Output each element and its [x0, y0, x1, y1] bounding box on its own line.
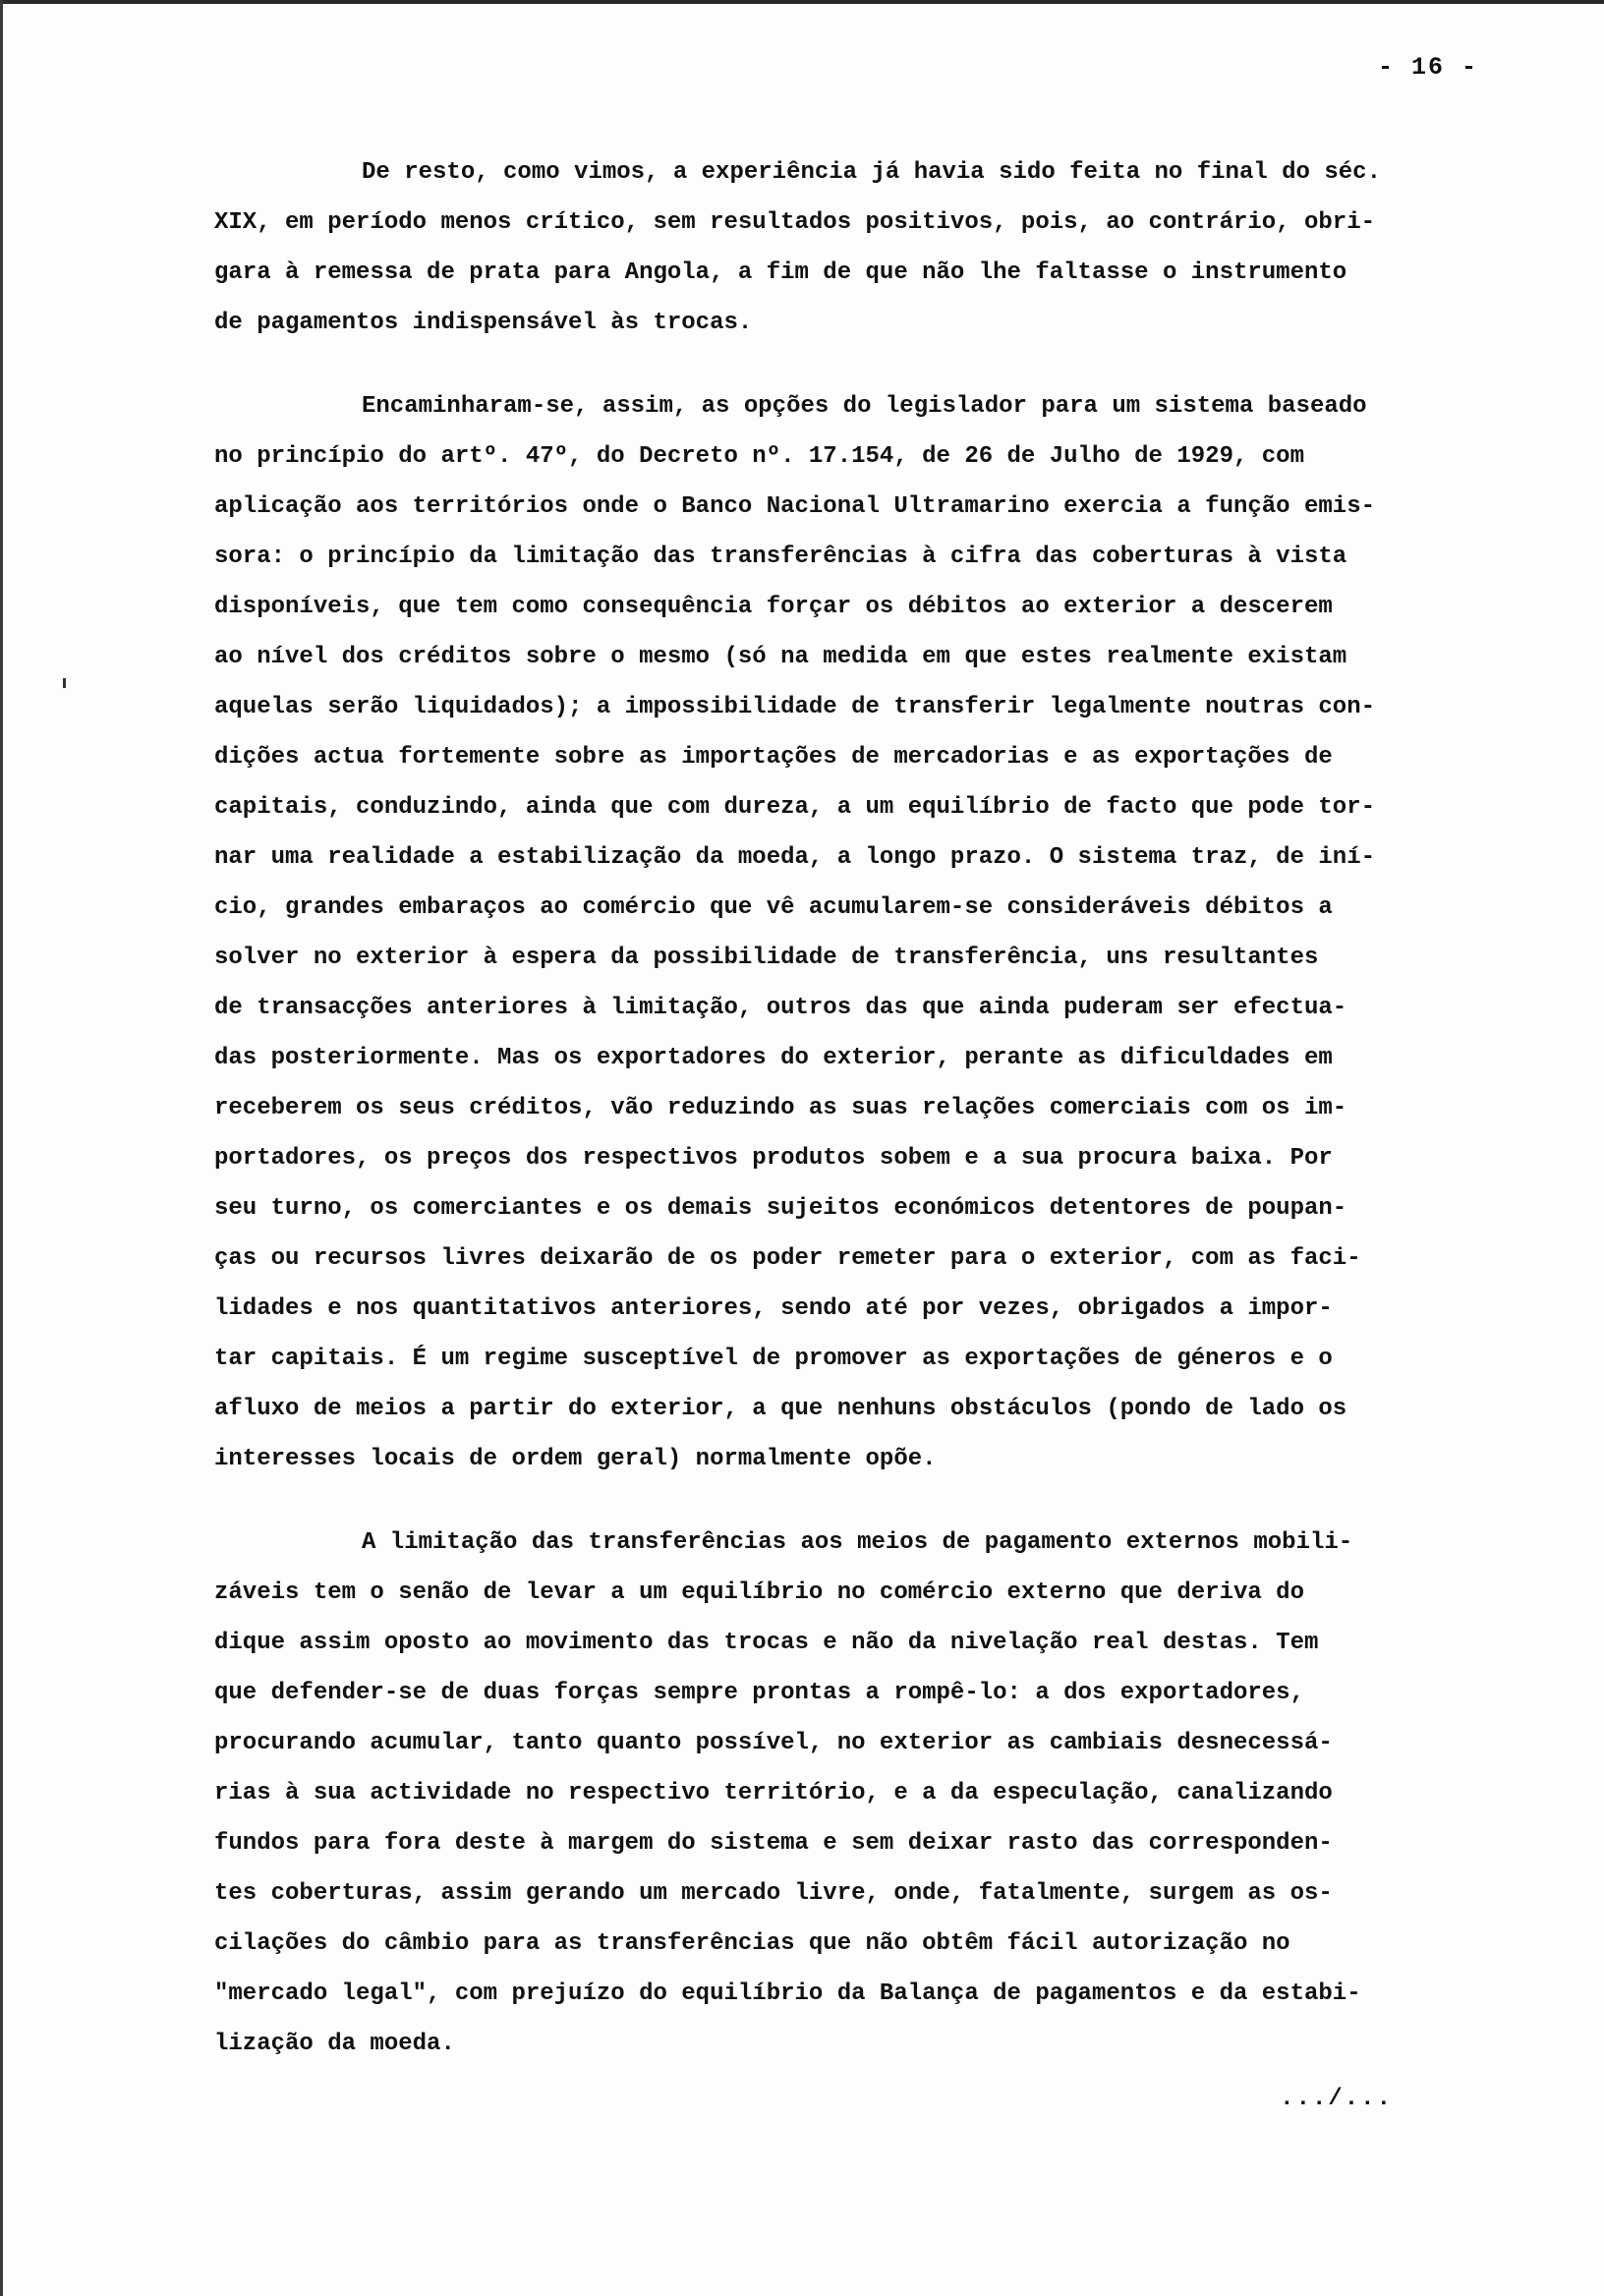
paragraph-2: [214, 381, 1531, 1484]
text-line: sora: o princípio da limitação das transferências à cifra das coberturas à vista: [214, 544, 1347, 570]
text-line: de transacções anteriores à limitação, outros das que ainda puderam ser efectua-: [214, 995, 1347, 1021]
text-line: gara à remessa de prata para Angola, a fim de que não lhe faltasse o instrumento: [214, 259, 1347, 286]
scan-edge-top: [0, 0, 1604, 4]
text-line: interesses locais de ordem geral) normalmente opõe.: [214, 1446, 937, 1472]
body-text: [214, 147, 1531, 2069]
text-line: solver no exterior à espera da possibilidade de transferência, uns resultantes: [214, 945, 1319, 971]
text-line: aplicação aos territórios onde o Banco Nacional Ultramarino exercia a função emis-: [214, 493, 1375, 520]
text-line: dique assim oposto ao movimento das trocas e não da nivelação real destas. Tem: [214, 1630, 1319, 1656]
text-line: rias à sua actividade no respectivo território, e a da especulação, canalizando: [214, 1780, 1333, 1807]
text-line: cilações do câmbio para as transferências que não obtêm fácil autorização no: [214, 1930, 1290, 1957]
text-line: cio, grandes embaraços ao comércio que vê acumularem-se consideráveis débitos a: [214, 894, 1333, 921]
text-line: lização da moeda.: [214, 2031, 455, 2057]
text-line: De resto, como vimos, a experiência já havia sido feita no final do séc.: [362, 159, 1381, 186]
text-line: das posteriormente. Mas os exportadores do exterior, perante as dificuldades em: [214, 1045, 1333, 1071]
text-line: aquelas serão liquidados); a impossibilidade de transferir legalmente noutras con-: [214, 694, 1375, 720]
text-line: "mercado legal", com prejuízo do equilíbrio da Balança de pagamentos e da estabi-: [214, 1980, 1361, 2007]
continuation-marker: .../...: [1280, 2086, 1393, 2112]
text-line: no princípio do artº. 47º, do Decreto nº. 17.154, de 26 de Julho de 1929, com: [214, 443, 1304, 470]
text-line: fundos para fora deste à margem do sistema e sem deixar rasto das corresponden-: [214, 1830, 1333, 1857]
text-line: dições actua fortemente sobre as importações de mercadorias e as exportações de: [214, 744, 1333, 771]
paragraph-gap: [214, 1484, 1531, 1518]
paragraph-1: [214, 147, 1531, 348]
text-line: disponíveis, que tem como consequência forçar os débitos ao exterior a descerem: [214, 594, 1333, 620]
text-line: tes coberturas, assim gerando um mercado livre, onde, fatalmente, surgem as os-: [214, 1880, 1333, 1907]
text-line: de pagamentos indispensável às trocas.: [214, 310, 753, 336]
text-line: procurando acumular, tanto quanto possível, no exterior as cambiais desnecessá-: [214, 1730, 1333, 1756]
page-number: - 16 -: [1377, 53, 1478, 82]
text-line: A limitação das transferências aos meios de pagamento externos mobili-: [362, 1529, 1353, 1556]
text-line: afluxo de meios a partir do exterior, a que nenhuns obstáculos (pondo de lado os: [214, 1396, 1347, 1422]
text-line: záveis tem o senão de levar a um equilíbrio no comércio externo que deriva do: [214, 1579, 1304, 1606]
text-line: Encaminharam-se, assim, as opções do legislador para um sistema baseado: [362, 393, 1367, 420]
text-line: ao nível dos créditos sobre o mesmo (só na medida em que estes realmente existam: [214, 644, 1347, 670]
paragraph-3: [214, 1518, 1531, 2069]
text-line: lidades e nos quantitativos anteriores, sendo até por vezes, obrigados a impor-: [214, 1295, 1333, 1322]
text-line: nar uma realidade a estabilização da moeda, a longo prazo. O sistema traz, de iní-: [214, 844, 1375, 871]
scan-edge-left: [0, 0, 3, 2296]
paragraph-gap: [214, 348, 1531, 381]
text-line: XIX, em período menos crítico, sem resultados positivos, pois, ao contrário, obri-: [214, 209, 1375, 236]
text-line: ças ou recursos livres deixarão de os poder remeter para o exterior, com as faci-: [214, 1245, 1361, 1272]
text-line: tar capitais. É um regime susceptível de promover as exportações de géneros e o: [214, 1346, 1333, 1372]
scan-speck: [63, 678, 66, 688]
text-line: capitais, conduzindo, ainda que com dureza, a um equilíbrio de facto que pode tor-: [214, 794, 1375, 821]
text-line: que defender-se de duas forças sempre prontas a rompê-lo: a dos exportadores,: [214, 1680, 1304, 1706]
text-line: receberem os seus créditos, vão reduzindo as suas relações comerciais com os im-: [214, 1095, 1347, 1121]
text-line: seu turno, os comerciantes e os demais sujeitos económicos detentores de poupan-: [214, 1195, 1347, 1222]
text-line: portadores, os preços dos respectivos produtos sobem e a sua procura baixa. Por: [214, 1145, 1333, 1172]
